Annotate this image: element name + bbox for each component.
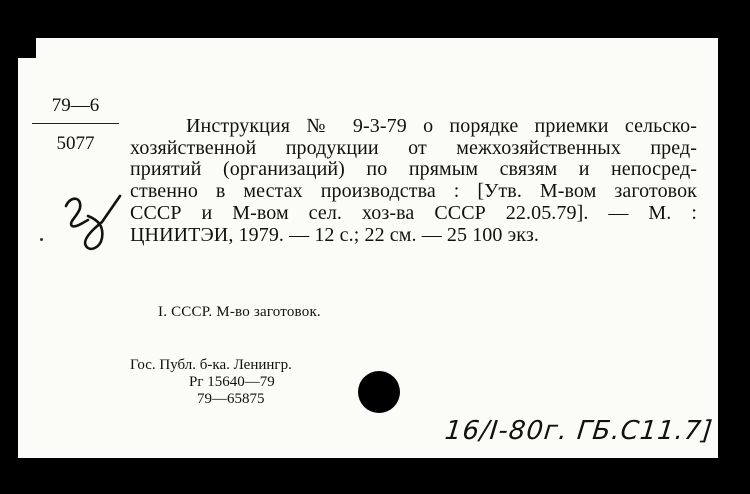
handwritten-mark-icon — [58, 186, 128, 256]
shelfmark-bottom: 5077 — [56, 133, 95, 154]
entry-line: Инструкция № 9-3-79 о порядке приемки сельско- — [186, 115, 697, 137]
entry-line: СССР и М-вом сел. хоз-ва СССР 22.05.79]. — М. : — [130, 201, 697, 224]
registration-number: Рг 15640—79 — [189, 374, 275, 390]
library-stamp — [130, 357, 370, 408]
card-corner-cutout — [18, 38, 36, 58]
subject-heading: I. СССР. М-во заготовок. — [158, 304, 321, 320]
entry-line: хозяйственной продукции от межхозяйственных пред- — [130, 136, 697, 159]
entry-line: приятий (организаций) по прямым связям и непосред- — [130, 158, 697, 181]
shelfmark-divider — [32, 123, 119, 124]
entry-line: ЦНИИТЭИ, 1979. — 12 с.; 22 см. — 25 100 экз. — [130, 223, 539, 246]
library-name: Гос. Публ. б-ка. Ленингр. — [130, 357, 292, 373]
card-number: 79—65875 — [197, 391, 265, 407]
entry-line: ственно в местах производства : [Утв. М-вом заготовок — [130, 180, 697, 203]
ink-dot — [40, 238, 43, 241]
catalog-card — [18, 38, 718, 458]
handwritten-note: 16/I-80г. ГБ.С11.7] — [443, 416, 715, 446]
bibliographic-entry — [130, 116, 697, 246]
shelfmark — [28, 96, 123, 153]
shelfmark-top: 79—6 — [51, 95, 100, 116]
card-punch-hole — [358, 371, 400, 413]
